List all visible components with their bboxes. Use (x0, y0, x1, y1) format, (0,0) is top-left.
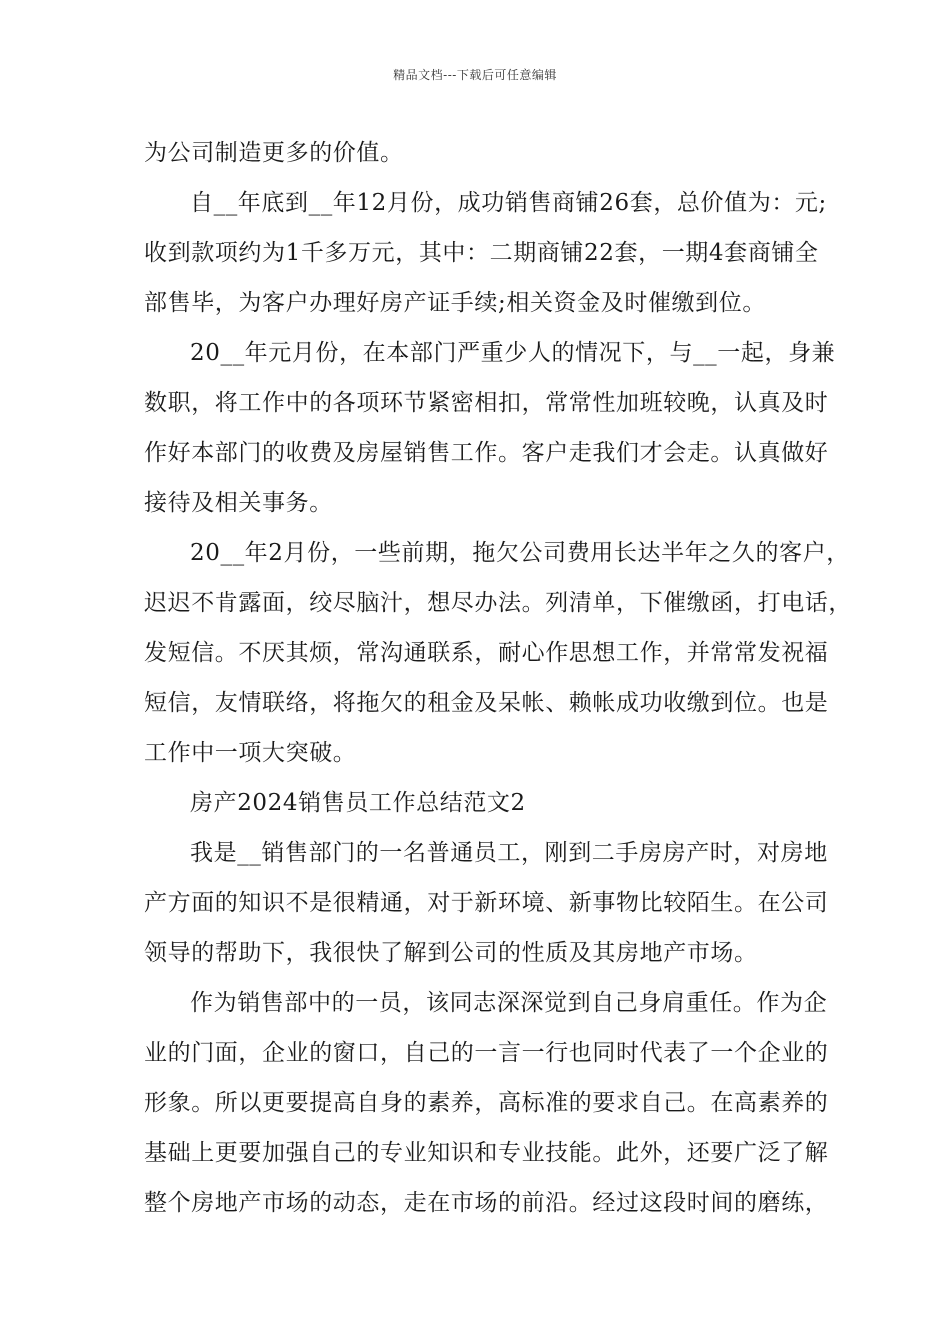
text-line: 作为销售部中的一员，该同志深深觉到自己身肩重任。作为企 (190, 990, 828, 1016)
text-line: 迟迟不肯露面，绞尽脑汁，想尽办法。列清单，下催缴函，打电话， (144, 590, 852, 616)
text-line: 为公司制造更多的价值。 (144, 140, 404, 166)
text-line: 基础上更要加强自己的专业知识和专业技能。此外，还要广泛了解 (144, 1140, 829, 1166)
document-body (144, 128, 852, 1228)
text-line: 部售毕，为客户办理好房产证手续;相关资金及时催缴到位。 (144, 290, 766, 316)
text-line: 20__年元月份，在本部门严重少人的情况下，与__一起，身兼 (190, 340, 836, 366)
text-line: 收到款项约为1千多万元，其中：二期商铺22套，一期4套商铺全 (144, 240, 819, 266)
text-line: 自__年底到__年12月份，成功销售商铺26套，总价值为：元; (190, 190, 827, 216)
text-line: 接待及相关事务。 (144, 490, 333, 516)
text-line: 业的门面，企业的窗口，自己的一言一行也同时代表了一个企业的 (144, 1040, 829, 1066)
text-line: 工作中一项大突破。 (144, 740, 357, 766)
text-line: 领导的帮助下，我很快了解到公司的性质及其房地产市场。 (144, 940, 758, 966)
text-line: 发短信。不厌其烦，常沟通联系，耐心作思想工作，并常常发祝福 (144, 640, 829, 666)
section-heading: 房产2024销售员工作总结范文2 (190, 790, 526, 816)
text-line: 20__年2月份，一些前期，拖欠公司费用长达半年之久的客户， (190, 540, 850, 566)
text-line: 数职，将工作中的各项环节紧密相扣，常常性加班较晚，认真及时 (144, 390, 829, 416)
text-line: 我是__销售部门的一名普通员工，刚到二手房房产时，对房地 (190, 840, 828, 866)
text-line: 产方面的知识不是很精通，对于新环境、新事物比较陌生。在公司 (144, 890, 829, 916)
text-line: 整个房地产市场的动态，走在市场的前沿。经过这段时间的磨练， (144, 1190, 829, 1216)
text-line: 短信，友情联络，将拖欠的租金及呆帐、赖帐成功收缴到位。也是 (144, 690, 829, 716)
text-line: 作好本部门的收费及房屋销售工作。客户走我们才会走。认真做好 (144, 440, 829, 466)
page-header: 精品文档---下载后可任意编辑 (393, 68, 557, 82)
text-line: 形象。所以更要提高自身的素养，高标准的要求自己。在高素养的 (144, 1090, 829, 1116)
